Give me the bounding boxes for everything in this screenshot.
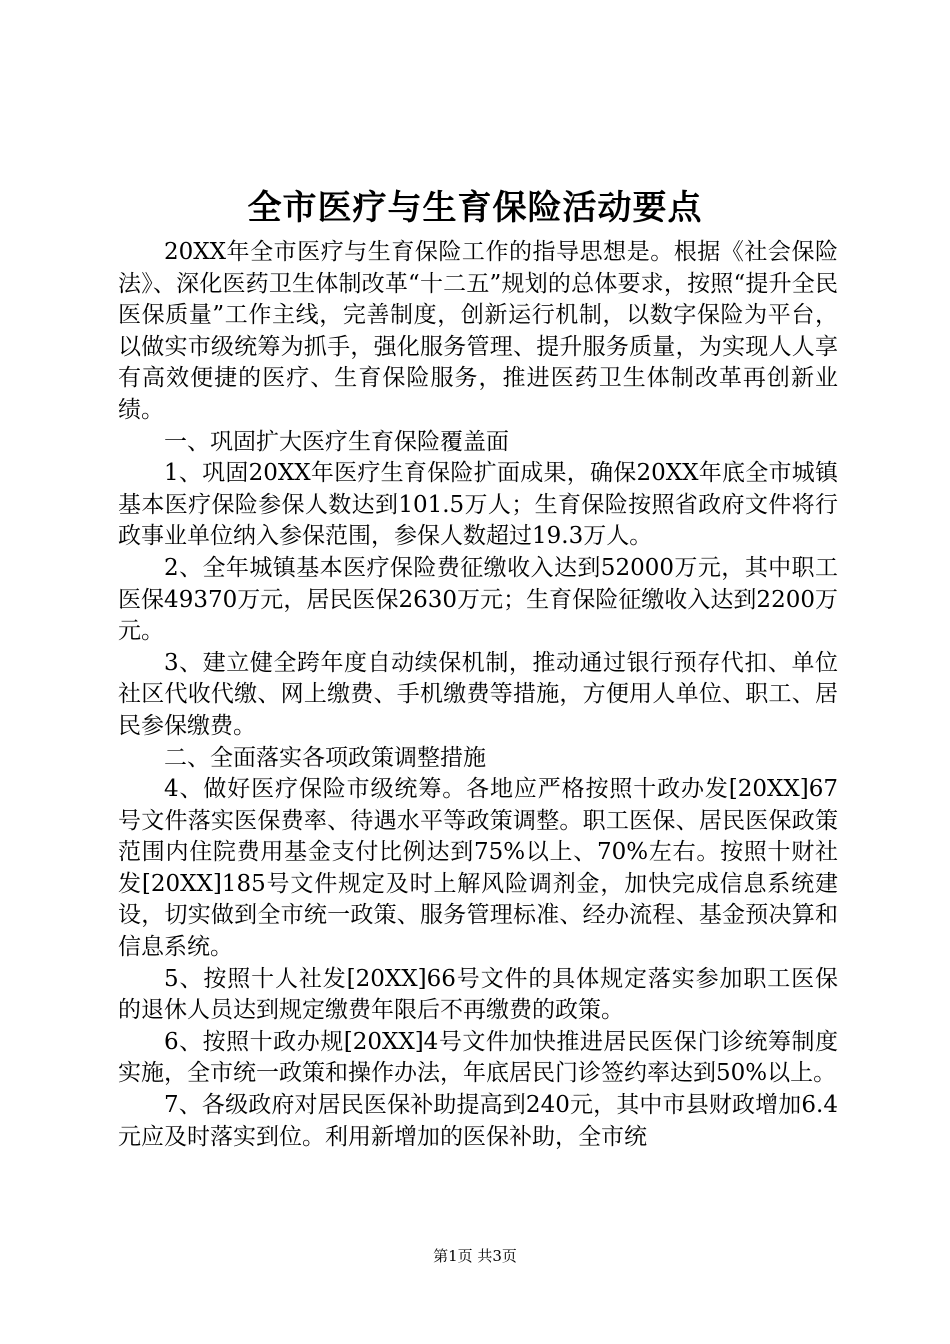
section-heading-2: 二、全面落实各项政策调整措施: [164, 744, 486, 771]
paragraph-item-5: 5、按照十人社发[20XX]66号文件的具体规定落实参加职工医保的退休人员达到规定缴费年限后不再缴费的政策。: [118, 965, 838, 1024]
paragraph-item-4: 4、做好医疗保险市级统筹。各地应严格按照十政办发[20XX]67号文件落实医保费率、待遇水平等政策调整。职工医保、居民医保政策范围内住院费用基金支付比例达到75%以上、70%左右。按照十财社发[20XX]185号文件规定及时上解风险调剂金，加快完成信息系统建设，切实做到全市统一政策、服务管理标准、经办流程、基金预决算和信息系统。: [118, 776, 838, 961]
document-body: [118, 237, 838, 1153]
page-number-footer: 第1页 共3页: [433, 1247, 517, 1265]
paragraph-item-3: 3、建立健全跨年度自动续保机制，推动通过银行预存代扣、单位社区代收代缴、网上缴费、手机缴费等措施，方便用人单位、职工、居民参保缴费。: [118, 649, 838, 739]
paragraph-item-1: 1、巩固20XX年医疗生育保险扩面成果，确保20XX年底全市城镇基本医疗保险参保人数达到101.5万人；生育保险按照省政府文件将行政事业单位纳入参保范围，参保人数超过19.3万人。: [118, 460, 838, 550]
paragraph-item-6: 6、按照十政办规[20XX]4号文件加快推进居民医保门诊统筹制度实施，全市统一政策和操作办法，年底居民门诊签约率达到50%以上。: [118, 1028, 838, 1087]
paragraph-item-7: 7、各级政府对居民医保补助提高到240元，其中市县财政增加6.4元应及时落实到位。利用新增加的医保补助，全市统: [118, 1092, 838, 1150]
paragraph-intro: 20XX年全市医疗与生育保险工作的指导思想是。根据《社会保险法》、深化医药卫生体制改革“十二五”规划的总体要求，按照“提升全民医保质量”工作主线，完善制度，创新运行机制，以数字保险为平台，以做实市级统筹为抓手，强化服务管理、提升服务质量，为实现人人享有高效便捷的医疗、生育保险服务，推进医药卫生体制改革再创新业绩。: [118, 239, 838, 423]
paragraph-item-2: 2、全年城镇基本医疗保险费征缴收入达到52000万元，其中职工医保49370万元，居民医保2630万元；生育保险征缴收入达到2200万元。: [118, 554, 838, 645]
document-title: 全市医疗与生育保险活动要点: [247, 188, 703, 228]
section-heading-1: 一、巩固扩大医疗生育保险覆盖面: [164, 428, 509, 455]
